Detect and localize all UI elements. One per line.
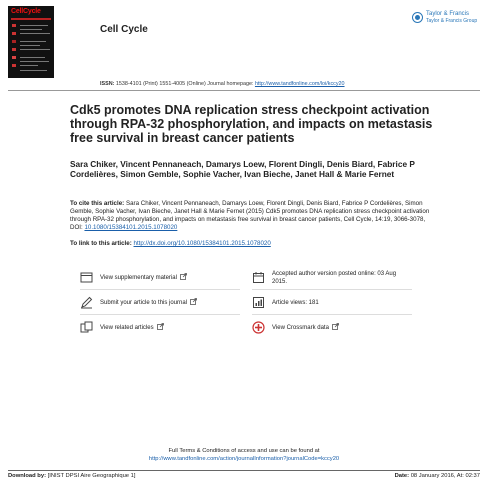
cover-figure — [12, 56, 16, 59]
row-divider — [252, 314, 412, 315]
terms-note — [0, 448, 488, 463]
cover-figure — [12, 24, 16, 27]
journal-title: Cell Cycle — [100, 24, 148, 35]
external-link-icon — [180, 273, 187, 282]
terms-link[interactable]: http://www.tandfonline.com/action/journalInformation?journalCode=kccy20 — [148, 455, 340, 462]
views-label: Article views: 181 — [272, 299, 319, 306]
related-label: View related articles — [100, 324, 154, 331]
publisher-name: Taylor & Francis — [426, 11, 470, 17]
date-label: Date: — [394, 473, 410, 479]
calendar-icon — [252, 271, 265, 284]
related-articles-icon — [80, 321, 93, 334]
cover-figure — [12, 48, 16, 51]
cover-figure — [12, 64, 16, 67]
cover-text-line — [20, 29, 42, 30]
crossmark-icon — [252, 321, 265, 334]
doi-link[interactable]: 10.1080/15384101.2015.1078020 — [84, 224, 178, 231]
cover-logo: CellCycle — [11, 8, 41, 15]
external-link-icon — [190, 298, 197, 307]
article-authors: Sara Chiker, Vincent Pennaneach, Damarys Loew, Florent Dingli, Denis Biard, Fabrice P Cordelières, Simon Gemble, Sophie Vacher, Ivan Bieche, Janet Hall & Marie Fernet — [70, 159, 415, 179]
cover-text-line — [20, 45, 40, 46]
row-divider — [80, 289, 240, 290]
issn-text: 1538-4101 (Print) 1551-4005 (Online) Journal homepage: — [114, 81, 255, 87]
publisher-group: Taylor & Francis Group — [426, 18, 478, 24]
external-link-icon — [332, 323, 339, 332]
cover-text-line — [20, 70, 47, 71]
article-views-info — [252, 296, 319, 309]
crossmark-label: View Crossmark data — [272, 324, 329, 331]
cover-text-line — [20, 65, 38, 66]
issn-line — [100, 81, 345, 87]
article-url-link[interactable]: http://dx.doi.org/10.1080/15384101.2015.1078020 — [133, 240, 271, 247]
header-divider — [8, 90, 480, 91]
cover-rule — [11, 18, 51, 20]
issn-label: ISSN: — [100, 81, 115, 87]
footer-divider — [8, 470, 480, 471]
accepted-label: Accepted author version posted online: 03 Aug 2015. — [272, 271, 397, 285]
citation-label: To cite this article: — [70, 200, 125, 207]
terms-text: Full Terms & Conditions of access and use can be found at — [168, 448, 320, 454]
accepted-version-info — [252, 271, 412, 286]
downloaded-by — [8, 473, 135, 479]
publisher-logo-icon — [412, 12, 423, 23]
cover-text-line — [20, 41, 46, 42]
publisher-logo[interactable] — [412, 10, 482, 26]
cover-text-line — [20, 33, 50, 34]
row-divider — [80, 314, 240, 315]
view-supplementary-button[interactable] — [80, 271, 187, 284]
edit-icon — [80, 296, 93, 309]
cover-text-line — [20, 61, 49, 62]
view-crossmark-button[interactable] — [252, 321, 339, 334]
cover-text-line — [20, 49, 50, 50]
cover-figure — [12, 32, 16, 35]
download-date — [395, 473, 480, 479]
submit-label: Submit your article to this journal — [100, 299, 188, 306]
article-link-line — [70, 240, 271, 247]
citation-block — [70, 200, 432, 232]
citation-text: Sara Chiker, Vincent Pennaneach, Damarys Loew, Florent Dingli, Denis Biard, Fabrice P Cordelières, Simon Gemble, Sophie Vacher, Ivan Bieche, Janet Hall & Marie Fernet (2015) Cdk5 promotes DNA replication stress checkpoint activation through RPA-32 phosphorylation, and impacts on metastasis free survival in breast cancer patients, Cell Cycle, 14:19, 3066-3078, DOI: — [70, 200, 430, 231]
submit-article-button[interactable] — [80, 296, 197, 309]
cover-figure — [12, 40, 16, 43]
journal-homepage-link[interactable]: http://www.tandfonline.com/loi/kccy20 — [254, 81, 345, 87]
cover-text-line — [20, 57, 45, 58]
cover-text-line — [20, 25, 48, 26]
bar-chart-icon — [252, 296, 265, 309]
downloaded-label: Download by: — [8, 473, 46, 479]
link-label: To link to this article: — [70, 240, 134, 247]
journal-cover-image — [8, 6, 54, 78]
external-link-icon — [157, 323, 164, 332]
article-title: Cdk5 promotes DNA replication stress checkpoint activation through RPA-32 phosphorylation, and impacts on metastasis free survival in breast cancer patients — [70, 103, 433, 145]
view-related-articles-button[interactable] — [80, 321, 164, 334]
row-divider — [252, 289, 412, 290]
date-value: 08 January 2016, At: 02:37 — [409, 473, 480, 479]
downloaded-value: [INIST DPSI Aire Geographique 1] — [46, 473, 136, 479]
supplementary-icon — [80, 271, 93, 284]
supplementary-label: View supplementary material — [100, 274, 177, 281]
